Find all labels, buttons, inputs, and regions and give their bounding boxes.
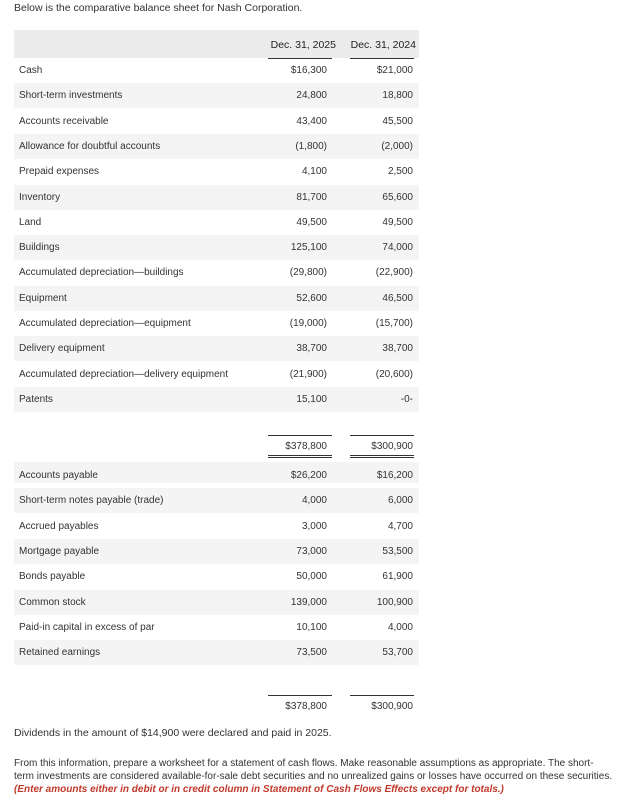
value-2025: (29,800): [289, 267, 327, 279]
table-row: [14, 185, 419, 210]
value-2024: 45,500: [382, 115, 413, 127]
value-2025: 139,000: [290, 596, 327, 608]
value-2025: 73,500: [296, 647, 327, 659]
row-label: Short-term notes payable (trade): [19, 495, 164, 507]
value-2024: 65,600: [382, 191, 413, 203]
row-label: Delivery equipment: [19, 343, 105, 355]
value-2024: 53,700: [382, 647, 413, 659]
table-row: [14, 615, 419, 640]
liabilities-total-2025: $378,800: [285, 701, 327, 712]
value-2025: 52,600: [296, 292, 327, 304]
table-row: [14, 210, 419, 235]
row-label: Patents: [19, 393, 53, 405]
table-row: [14, 311, 419, 336]
value-2024: 2,500: [387, 166, 413, 178]
table-row: [14, 387, 419, 412]
value-2025: 24,800: [296, 90, 327, 102]
value-2025: 43,400: [296, 115, 327, 127]
value-2025: 125,100: [290, 242, 327, 254]
row-label: Allowance for doubtful accounts: [19, 140, 161, 152]
value-2024: $21,000: [376, 65, 413, 76]
value-2024: (22,900): [375, 267, 413, 279]
row-label: Paid-in capital in excess of par: [19, 621, 155, 633]
row-label: Accounts receivable: [19, 115, 109, 127]
assets-total-double-rule-2025-a: [268, 455, 332, 456]
value-2025: 10,100: [296, 621, 327, 633]
row-label: Accrued payables: [19, 520, 99, 532]
value-2024: 100,900: [376, 596, 413, 608]
value-2024: 6,000: [387, 495, 413, 507]
assets-total-double-rule-2025-b: [268, 457, 332, 458]
table-row: [14, 109, 419, 134]
assets-total-double-rule-2024-a: [350, 455, 414, 456]
assets-total-2025: $378,800: [285, 441, 327, 452]
row-label: Prepaid expenses: [19, 166, 100, 178]
table-row: [14, 134, 419, 159]
value-2025: 4,000: [301, 495, 327, 507]
row-label: Accumulated depreciation—buildings: [19, 267, 184, 279]
value-2024: 61,900: [382, 571, 413, 583]
value-2025: 50,000: [296, 571, 327, 583]
table-row: [14, 58, 419, 83]
comparative-balance-sheet: [14, 30, 419, 712]
value-2024: (20,600): [375, 368, 413, 380]
liabilities-total-row-spacer: [14, 670, 419, 694]
table-row: [14, 539, 419, 564]
value-2024: 18,800: [382, 90, 413, 102]
value-2025: (19,000): [289, 318, 327, 329]
table-row: [14, 336, 419, 361]
row-label: Short-term investments: [19, 90, 123, 102]
instructions-emphasis: (Enter amounts either in debit or in credit column in Statement of Cash Flows Effects except for totals.): [14, 784, 504, 795]
instructions-line-2: term investments are considered available-for-sale debt securities and no unrealized gains or losses have occurred on these securities.: [14, 771, 613, 782]
value-2025: 38,700: [296, 343, 327, 355]
value-2024: 53,500: [382, 545, 413, 557]
intro-text: Below is the comparative balance sheet for Nash Corporation.: [14, 2, 303, 14]
value-2024: 74,000: [382, 242, 413, 254]
column-header-2025: Dec. 31, 2025: [270, 39, 336, 51]
row-label: Cash: [19, 65, 43, 76]
table-row: [14, 260, 419, 285]
value-2024: 4,700: [387, 520, 413, 532]
instructions: [14, 757, 627, 796]
table-row: [14, 463, 419, 488]
value-2025: 49,500: [296, 216, 327, 228]
table-row: [14, 514, 419, 539]
value-2025: (21,900): [289, 368, 327, 380]
value-2024: 49,500: [382, 216, 413, 228]
row-label: Common stock: [19, 596, 86, 608]
table-row: [14, 235, 419, 260]
value-2024: 38,700: [382, 343, 413, 355]
row-label: Accumulated depreciation—delivery equipment: [19, 368, 229, 380]
value-2025: $26,200: [290, 470, 327, 481]
value-2025: 3,000: [301, 520, 327, 532]
row-label: Inventory: [19, 191, 61, 203]
value-2024: (15,700): [375, 318, 413, 329]
row-label: Accumulated depreciation—equipment: [19, 318, 191, 329]
table-row: [14, 564, 419, 589]
value-2024: 4,000: [387, 621, 413, 633]
assets-total-double-rule-2024-b: [350, 457, 414, 458]
table-row: [14, 159, 419, 184]
value-2025: 4,100: [301, 166, 327, 178]
row-label: Accounts payable: [19, 470, 98, 481]
row-label: Land: [19, 216, 42, 228]
dividends-note: Dividends in the amount of $14,900 were declared and paid in 2025.: [14, 727, 332, 739]
table-row: [14, 488, 419, 513]
column-header-2024: Dec. 31, 2024: [350, 39, 416, 51]
table-row: [14, 83, 419, 108]
row-label: Buildings: [19, 242, 60, 254]
value-2024: -0-: [400, 393, 413, 405]
liabilities-total-row: [14, 696, 419, 718]
table-row: [14, 590, 419, 615]
table-row: [14, 640, 419, 665]
row-label: Retained earnings: [19, 647, 101, 659]
value-2025: $16,300: [290, 65, 327, 76]
value-2024: 46,500: [382, 292, 413, 304]
row-label: Mortgage payable: [19, 545, 100, 557]
row-label: Equipment: [19, 292, 67, 304]
value-2024: $16,200: [376, 470, 413, 481]
value-2025: 15,100: [296, 393, 327, 405]
table-row: [14, 362, 419, 387]
value-2025: 73,000: [296, 545, 327, 557]
table-row: [14, 286, 419, 311]
value-2025: 81,700: [296, 191, 327, 203]
row-label: Bonds payable: [19, 571, 86, 583]
value-2024: (2,000): [381, 140, 413, 152]
value-2025: (1,800): [295, 140, 327, 152]
assets-total-2024: $300,900: [371, 441, 413, 452]
instructions-line-1: From this information, prepare a worksheet for a statement of cash flows. Make reasonable assumptions as appropriate. The short-: [14, 758, 594, 769]
liabilities-total-2024: $300,900: [371, 701, 413, 712]
